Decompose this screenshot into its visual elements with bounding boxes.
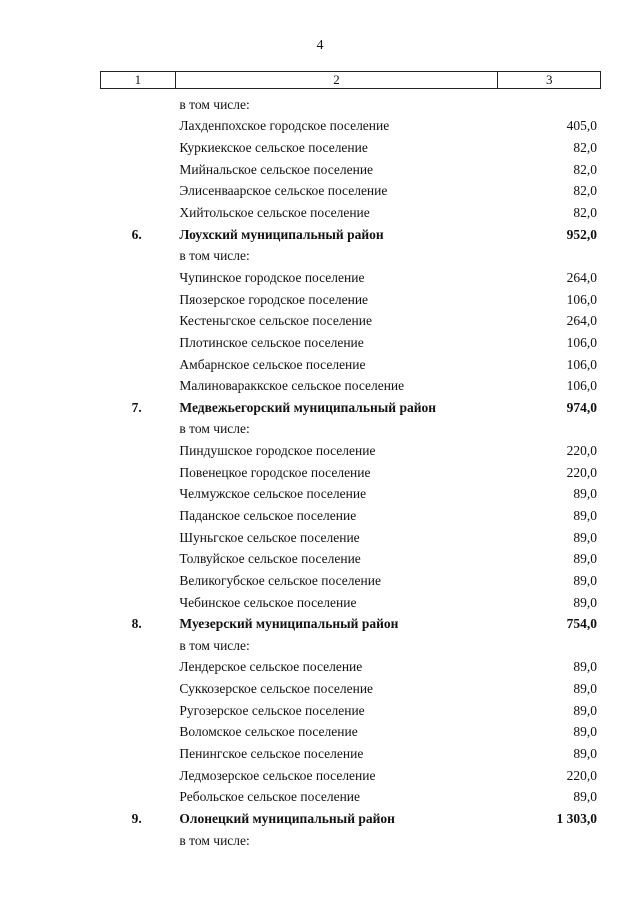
row-value: 106,0 [566, 334, 597, 350]
row-value: 82,0 [573, 161, 597, 177]
district-row [100, 613, 601, 635]
row-name: Куркиекское сельское поселение [179, 140, 368, 156]
row-value: 89,0 [573, 702, 597, 718]
table-row [100, 700, 601, 722]
table-row [100, 310, 601, 332]
row-name: Хийтольское сельское поселение [179, 205, 370, 221]
row-value: 89,0 [573, 572, 597, 588]
district-row [100, 808, 601, 830]
table-row [100, 657, 601, 679]
row-value: 82,0 [573, 183, 597, 199]
table-row [100, 137, 601, 159]
row-value: 89,0 [573, 486, 597, 502]
row-value: 220,0 [566, 767, 597, 783]
row-value: 89,0 [573, 789, 597, 805]
table-row [100, 787, 601, 809]
table-row [100, 635, 601, 657]
table-row [100, 462, 601, 484]
row-value: 89,0 [573, 746, 597, 762]
row-name: Пяозерское городское поселение [179, 291, 369, 307]
row-name: Олонецкий муниципальный район [179, 810, 395, 826]
table-row [100, 332, 601, 354]
table-row [100, 267, 601, 289]
row-number: 9. [131, 810, 142, 826]
row-value: 264,0 [566, 269, 597, 285]
row-name: в том числе: [179, 96, 250, 112]
row-value: 82,0 [573, 205, 597, 221]
row-name: Чебинское сельское поселение [179, 594, 357, 610]
row-name: в том числе: [179, 832, 250, 848]
row-name: Шуньгское сельское поселение [179, 529, 360, 545]
header-col-2: 2 [176, 72, 499, 88]
table-row [100, 289, 601, 311]
row-value: 89,0 [573, 594, 597, 610]
row-name: в том числе: [179, 637, 250, 653]
row-name: Ледмозерское сельское поселение [179, 767, 376, 783]
row-value: 106,0 [566, 291, 597, 307]
table-row [100, 484, 601, 506]
table-row [100, 678, 601, 700]
row-value: 89,0 [573, 681, 597, 697]
row-name: Паданское сельское поселение [179, 507, 357, 523]
row-name: Лахденпохское городское поселение [179, 118, 390, 134]
table-row [100, 570, 601, 592]
row-name: Пенингское сельское поселение [179, 746, 364, 762]
row-value: 89,0 [573, 507, 597, 523]
table-body [100, 94, 601, 851]
table-row [100, 592, 601, 614]
row-value: 106,0 [566, 356, 597, 372]
row-value: 754,0 [566, 616, 597, 632]
district-row [100, 224, 601, 246]
row-name: Суккозерское сельское поселение [179, 681, 374, 697]
row-name: Медвежьегорский муниципальный район [179, 399, 437, 415]
table-row [100, 440, 601, 462]
row-value: 89,0 [573, 551, 597, 567]
header-col-1: 1 [101, 72, 176, 88]
row-value: 82,0 [573, 140, 597, 156]
row-name: Чупинское городское поселение [179, 269, 365, 285]
table-row [100, 116, 601, 138]
row-name: Муезерский муниципальный район [179, 616, 399, 632]
table-header [100, 71, 601, 89]
table-row [100, 505, 601, 527]
row-name: Толвуйское сельское поселение [179, 551, 361, 567]
header-col-3: 3 [545, 72, 553, 87]
row-name: в том числе: [179, 421, 250, 437]
row-value: 405,0 [566, 118, 597, 134]
row-value: 220,0 [566, 443, 597, 459]
row-name: Великогубское сельское поселение [179, 572, 381, 588]
row-value: 264,0 [566, 313, 597, 329]
row-name: Ругозерское сельское поселение [179, 702, 365, 718]
table-row [100, 245, 601, 267]
row-value: 89,0 [573, 659, 597, 675]
row-number: 7. [131, 399, 142, 415]
table-row [100, 202, 601, 224]
table-row [100, 375, 601, 397]
table-row [100, 722, 601, 744]
row-value: 974,0 [566, 399, 597, 415]
table-row [100, 830, 601, 852]
table-row [100, 181, 601, 203]
row-name: Элисенваарское сельское поселение [179, 183, 388, 199]
row-name: Пиндушское городское поселение [179, 443, 376, 459]
row-name: Воломское сельское поселение [179, 724, 358, 740]
row-name: Повенецкое городское поселение [179, 464, 371, 480]
row-value: 89,0 [573, 724, 597, 740]
row-number: 8. [131, 616, 142, 632]
row-number: 6. [131, 226, 142, 242]
table-row [100, 94, 601, 116]
table-row [100, 548, 601, 570]
row-name: Мийнальское сельское поселение [179, 161, 374, 177]
row-name: Лоухский муниципальный район [179, 226, 384, 242]
district-row [100, 397, 601, 419]
row-value: 1 303,0 [556, 810, 597, 826]
table-row [100, 765, 601, 787]
row-name: Лендерское сельское поселение [179, 659, 363, 675]
row-name: Плотинское сельское поселение [179, 334, 364, 350]
table-row [100, 743, 601, 765]
row-name: Малиновараккское сельское поселение [179, 378, 405, 394]
page-number: 4 [316, 38, 324, 53]
row-name: в том числе: [179, 248, 250, 264]
table-row [100, 527, 601, 549]
row-value: 106,0 [566, 378, 597, 394]
row-name: Челмужское сельское поселение [179, 486, 367, 502]
table-row [100, 419, 601, 441]
row-name: Ребольское сельское поселение [179, 789, 361, 805]
row-name: Кестеньгское сельское поселение [179, 313, 372, 329]
table-row [100, 354, 601, 376]
row-name: Амбарнское сельское поселение [179, 356, 366, 372]
table-row [100, 159, 601, 181]
row-value: 952,0 [566, 226, 597, 242]
row-value: 220,0 [566, 464, 597, 480]
row-value: 89,0 [573, 529, 597, 545]
